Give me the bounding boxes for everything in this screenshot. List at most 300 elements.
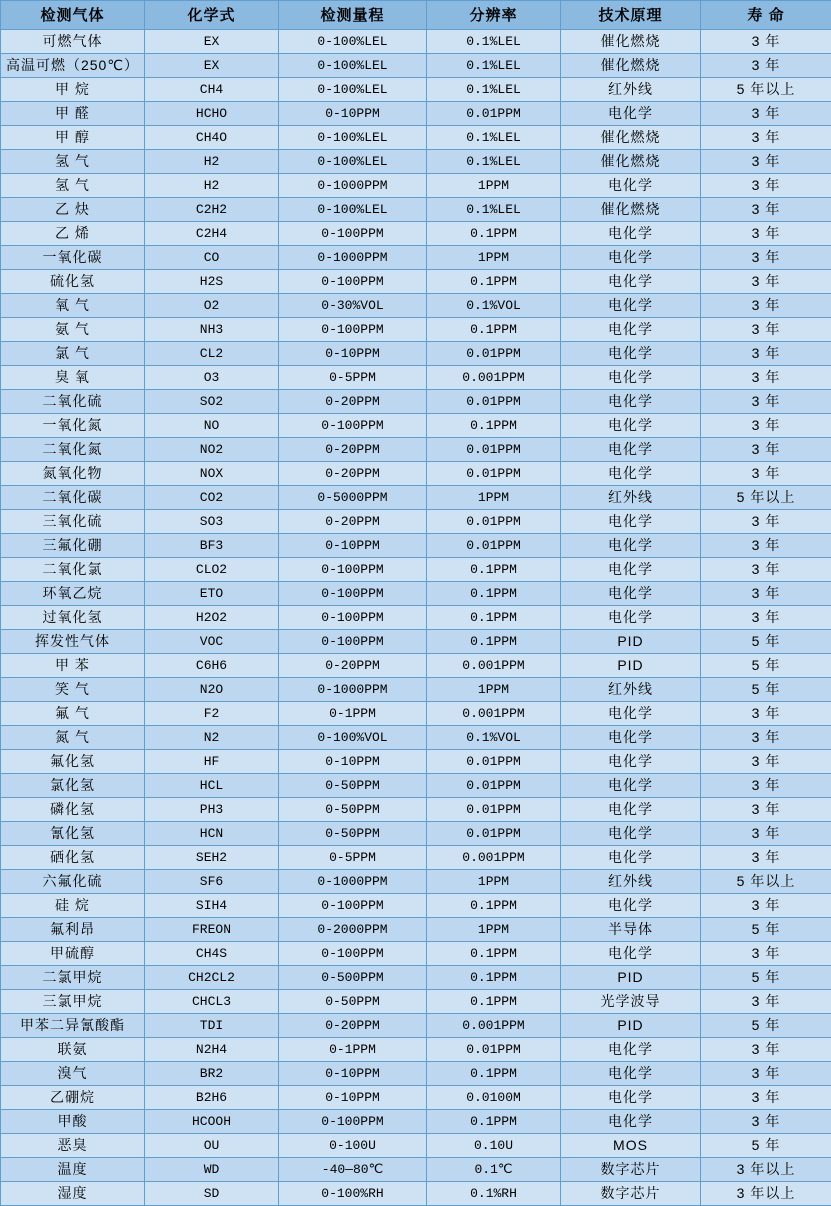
cell-lifetime: 3 年: [701, 366, 831, 390]
cell-technology: 催化燃烧: [561, 150, 701, 174]
cell-formula: CH4O: [145, 126, 279, 150]
cell-range: 0-1000PPM: [279, 870, 427, 894]
cell-lifetime: 3 年: [701, 150, 831, 174]
cell-lifetime: 3 年: [701, 198, 831, 222]
cell-gas: 三氯甲烷: [1, 990, 145, 1014]
cell-resolution: 0.1PPM: [427, 1110, 561, 1134]
table-row: [1, 966, 831, 990]
table-row: [1, 198, 831, 222]
cell-formula: SF6: [145, 870, 279, 894]
cell-formula: C2H4: [145, 222, 279, 246]
cell-lifetime: 3 年: [701, 1110, 831, 1134]
table-header: [1, 1, 831, 30]
cell-resolution: 0.01PPM: [427, 390, 561, 414]
cell-technology: 电化学: [561, 438, 701, 462]
cell-gas: 挥发性气体: [1, 630, 145, 654]
cell-technology: 电化学: [561, 366, 701, 390]
cell-gas: 二氯甲烷: [1, 966, 145, 990]
cell-technology: 电化学: [561, 174, 701, 198]
cell-range: 0-1000PPM: [279, 174, 427, 198]
cell-formula: SEH2: [145, 846, 279, 870]
column-header-gas: 检测气体: [1, 1, 145, 30]
cell-gas: 环氧乙烷: [1, 582, 145, 606]
cell-technology: 电化学: [561, 414, 701, 438]
cell-range: 0-20PPM: [279, 654, 427, 678]
cell-range: 0-100%VOL: [279, 726, 427, 750]
cell-technology: 催化燃烧: [561, 54, 701, 78]
cell-lifetime: 5 年以上: [701, 486, 831, 510]
cell-resolution: 1PPM: [427, 870, 561, 894]
cell-resolution: 0.1%LEL: [427, 30, 561, 54]
cell-formula: C6H6: [145, 654, 279, 678]
cell-formula: SO3: [145, 510, 279, 534]
table-row: [1, 774, 831, 798]
cell-gas: 硅 烷: [1, 894, 145, 918]
cell-gas: 可燃气体: [1, 30, 145, 54]
cell-lifetime: 3 年: [701, 414, 831, 438]
cell-gas: 氯化氢: [1, 774, 145, 798]
cell-formula: EX: [145, 54, 279, 78]
table-row: [1, 222, 831, 246]
cell-gas: 高温可燃（250℃）: [1, 54, 145, 78]
cell-range: 0-50PPM: [279, 822, 427, 846]
cell-range: 0-100PPM: [279, 270, 427, 294]
cell-formula: SD: [145, 1182, 279, 1206]
cell-resolution: 0.01PPM: [427, 462, 561, 486]
cell-technology: 电化学: [561, 1062, 701, 1086]
table-row: [1, 990, 831, 1014]
cell-resolution: 1PPM: [427, 486, 561, 510]
cell-resolution: 0.01PPM: [427, 750, 561, 774]
cell-range: 0-50PPM: [279, 774, 427, 798]
cell-technology: 光学波导: [561, 990, 701, 1014]
cell-resolution: 0.1PPM: [427, 606, 561, 630]
cell-gas: 恶臭: [1, 1134, 145, 1158]
cell-formula: TDI: [145, 1014, 279, 1038]
cell-formula: FREON: [145, 918, 279, 942]
column-header-technology: 技术原理: [561, 1, 701, 30]
cell-lifetime: 5 年以上: [701, 870, 831, 894]
table-row: [1, 102, 831, 126]
cell-lifetime: 3 年: [701, 750, 831, 774]
cell-technology: 数字芯片: [561, 1158, 701, 1182]
cell-resolution: 0.1PPM: [427, 558, 561, 582]
table-body: [1, 30, 831, 1206]
cell-range: 0-500PPM: [279, 966, 427, 990]
table-row: [1, 534, 831, 558]
cell-formula: SIH4: [145, 894, 279, 918]
cell-lifetime: 3 年: [701, 1086, 831, 1110]
cell-technology: 电化学: [561, 558, 701, 582]
table-row: [1, 918, 831, 942]
cell-gas: 氢 气: [1, 174, 145, 198]
cell-range: 0-100PPM: [279, 582, 427, 606]
cell-range: 0-2000PPM: [279, 918, 427, 942]
cell-resolution: 1PPM: [427, 174, 561, 198]
cell-lifetime: 3 年: [701, 318, 831, 342]
table-row: [1, 726, 831, 750]
cell-lifetime: 5 年: [701, 630, 831, 654]
cell-gas: 甲 苯: [1, 654, 145, 678]
cell-range: 0-5000PPM: [279, 486, 427, 510]
cell-range: 0-1PPM: [279, 1038, 427, 1062]
cell-gas: 乙硼烷: [1, 1086, 145, 1110]
cell-technology: 电化学: [561, 1086, 701, 1110]
cell-formula: NH3: [145, 318, 279, 342]
cell-technology: 催化燃烧: [561, 198, 701, 222]
cell-technology: 电化学: [561, 270, 701, 294]
cell-formula: H2S: [145, 270, 279, 294]
column-header-lifetime: 寿 命: [701, 1, 831, 30]
cell-formula: N2: [145, 726, 279, 750]
cell-resolution: 1PPM: [427, 678, 561, 702]
table-row: [1, 606, 831, 630]
cell-technology: 电化学: [561, 534, 701, 558]
cell-resolution: 0.01PPM: [427, 438, 561, 462]
cell-lifetime: 5 年: [701, 1014, 831, 1038]
cell-technology: 电化学: [561, 510, 701, 534]
cell-lifetime: 3 年: [701, 102, 831, 126]
cell-formula: CH4: [145, 78, 279, 102]
cell-range: 0-30%VOL: [279, 294, 427, 318]
cell-technology: 电化学: [561, 342, 701, 366]
table-row: [1, 318, 831, 342]
cell-resolution: 0.01PPM: [427, 534, 561, 558]
cell-formula: HCN: [145, 822, 279, 846]
cell-technology: 电化学: [561, 462, 701, 486]
cell-range: 0-100PPM: [279, 1110, 427, 1134]
cell-resolution: 0.1%LEL: [427, 198, 561, 222]
table-row: [1, 438, 831, 462]
cell-formula: HCHO: [145, 102, 279, 126]
cell-gas: 氮氧化物: [1, 462, 145, 486]
cell-resolution: 0.1PPM: [427, 222, 561, 246]
cell-range: 0-100PPM: [279, 606, 427, 630]
table-row: [1, 942, 831, 966]
cell-gas: 二氧化氮: [1, 438, 145, 462]
cell-formula: O2: [145, 294, 279, 318]
cell-lifetime: 3 年: [701, 54, 831, 78]
cell-range: 0-1000PPM: [279, 678, 427, 702]
cell-lifetime: 3 年: [701, 246, 831, 270]
cell-range: 0-1PPM: [279, 702, 427, 726]
cell-gas: 氧 气: [1, 294, 145, 318]
cell-technology: 电化学: [561, 294, 701, 318]
cell-formula: BR2: [145, 1062, 279, 1086]
cell-range: 0-20PPM: [279, 462, 427, 486]
cell-technology: 红外线: [561, 678, 701, 702]
cell-resolution: 0.001PPM: [427, 702, 561, 726]
cell-technology: PID: [561, 1014, 701, 1038]
cell-range: 0-1000PPM: [279, 246, 427, 270]
cell-lifetime: 3 年: [701, 174, 831, 198]
cell-lifetime: 3 年: [701, 390, 831, 414]
cell-gas: 甲 醛: [1, 102, 145, 126]
cell-lifetime: 3 年: [701, 294, 831, 318]
cell-lifetime: 3 年: [701, 726, 831, 750]
cell-lifetime: 3 年: [701, 822, 831, 846]
cell-technology: 电化学: [561, 726, 701, 750]
cell-gas: 氨 气: [1, 318, 145, 342]
table-row: [1, 558, 831, 582]
table-row: [1, 78, 831, 102]
cell-resolution: 1PPM: [427, 246, 561, 270]
cell-resolution: 0.001PPM: [427, 654, 561, 678]
cell-technology: 电化学: [561, 246, 701, 270]
cell-range: 0-20PPM: [279, 1014, 427, 1038]
cell-gas: 硒化氢: [1, 846, 145, 870]
cell-range: 0-10PPM: [279, 1086, 427, 1110]
cell-lifetime: 3 年: [701, 990, 831, 1014]
cell-resolution: 0.1PPM: [427, 894, 561, 918]
cell-formula: SO2: [145, 390, 279, 414]
cell-resolution: 0.1℃: [427, 1158, 561, 1182]
cell-range: 0-10PPM: [279, 750, 427, 774]
cell-formula: CLO2: [145, 558, 279, 582]
cell-gas: 氰化氢: [1, 822, 145, 846]
cell-range: 0-5PPM: [279, 366, 427, 390]
cell-gas: 甲硫醇: [1, 942, 145, 966]
cell-range: 0-20PPM: [279, 390, 427, 414]
cell-range: 0-50PPM: [279, 798, 427, 822]
cell-resolution: 0.1%VOL: [427, 726, 561, 750]
table-row: [1, 798, 831, 822]
cell-gas: 一氧化氮: [1, 414, 145, 438]
table-row: [1, 630, 831, 654]
cell-lifetime: 3 年: [701, 1062, 831, 1086]
cell-technology: 电化学: [561, 1110, 701, 1134]
cell-lifetime: 5 年: [701, 1134, 831, 1158]
cell-formula: C2H2: [145, 198, 279, 222]
cell-range: 0-100PPM: [279, 558, 427, 582]
cell-gas: 温度: [1, 1158, 145, 1182]
table-row: [1, 30, 831, 54]
cell-technology: PID: [561, 654, 701, 678]
cell-range: 0-100PPM: [279, 942, 427, 966]
cell-gas: 一氧化碳: [1, 246, 145, 270]
cell-gas: 甲 醇: [1, 126, 145, 150]
cell-lifetime: 3 年: [701, 30, 831, 54]
cell-resolution: 1PPM: [427, 918, 561, 942]
cell-gas: 联氨: [1, 1038, 145, 1062]
cell-formula: B2H6: [145, 1086, 279, 1110]
cell-formula: BF3: [145, 534, 279, 558]
cell-lifetime: 3 年: [701, 222, 831, 246]
table-row: [1, 678, 831, 702]
cell-technology: 电化学: [561, 1038, 701, 1062]
cell-formula: CH4S: [145, 942, 279, 966]
cell-resolution: 0.1PPM: [427, 582, 561, 606]
cell-range: -40—80℃: [279, 1158, 427, 1182]
cell-formula: PH3: [145, 798, 279, 822]
cell-lifetime: 5 年: [701, 678, 831, 702]
cell-resolution: 0.1%VOL: [427, 294, 561, 318]
cell-resolution: 0.10U: [427, 1134, 561, 1158]
cell-gas: 二氧化硫: [1, 390, 145, 414]
cell-range: 0-10PPM: [279, 342, 427, 366]
cell-formula: VOC: [145, 630, 279, 654]
cell-technology: 催化燃烧: [561, 30, 701, 54]
cell-resolution: 0.1%LEL: [427, 150, 561, 174]
cell-technology: PID: [561, 966, 701, 990]
cell-formula: N2H4: [145, 1038, 279, 1062]
cell-technology: PID: [561, 630, 701, 654]
cell-range: 0-100PPM: [279, 414, 427, 438]
cell-technology: 红外线: [561, 78, 701, 102]
cell-technology: 电化学: [561, 606, 701, 630]
cell-technology: 电化学: [561, 774, 701, 798]
table-row: [1, 1086, 831, 1110]
cell-resolution: 0.001PPM: [427, 1014, 561, 1038]
table-row: [1, 366, 831, 390]
column-header-formula: 化学式: [145, 1, 279, 30]
table-row: [1, 582, 831, 606]
cell-gas: 氟化氢: [1, 750, 145, 774]
cell-gas: 六氟化硫: [1, 870, 145, 894]
table-row: [1, 342, 831, 366]
cell-range: 0-20PPM: [279, 510, 427, 534]
cell-lifetime: 3 年: [701, 702, 831, 726]
cell-formula: O3: [145, 366, 279, 390]
column-header-resolution: 分辨率: [427, 1, 561, 30]
cell-resolution: 0.01PPM: [427, 1038, 561, 1062]
table-row: [1, 654, 831, 678]
cell-technology: 电化学: [561, 846, 701, 870]
cell-resolution: 0.1%LEL: [427, 126, 561, 150]
cell-technology: 电化学: [561, 102, 701, 126]
cell-gas: 磷化氢: [1, 798, 145, 822]
cell-formula: N2O: [145, 678, 279, 702]
cell-lifetime: 3 年: [701, 558, 831, 582]
cell-lifetime: 3 年: [701, 534, 831, 558]
cell-range: 0-50PPM: [279, 990, 427, 1014]
cell-lifetime: 3 年: [701, 1038, 831, 1062]
cell-range: 0-10PPM: [279, 102, 427, 126]
table-row: [1, 462, 831, 486]
table-row: [1, 870, 831, 894]
cell-lifetime: 3 年以上: [701, 1158, 831, 1182]
cell-gas: 甲 烷: [1, 78, 145, 102]
cell-resolution: 0.1PPM: [427, 1062, 561, 1086]
cell-lifetime: 3 年: [701, 582, 831, 606]
cell-lifetime: 3 年: [701, 126, 831, 150]
cell-technology: 红外线: [561, 486, 701, 510]
cell-technology: 电化学: [561, 318, 701, 342]
table-row: [1, 486, 831, 510]
cell-formula: CL2: [145, 342, 279, 366]
table-row: [1, 270, 831, 294]
table-row: [1, 1110, 831, 1134]
cell-resolution: 0.001PPM: [427, 846, 561, 870]
cell-resolution: 0.01PPM: [427, 102, 561, 126]
cell-lifetime: 3 年: [701, 846, 831, 870]
cell-formula: CO: [145, 246, 279, 270]
cell-resolution: 0.1PPM: [427, 966, 561, 990]
table-row: [1, 750, 831, 774]
table-row: [1, 246, 831, 270]
table-row: [1, 510, 831, 534]
cell-gas: 三氟化硼: [1, 534, 145, 558]
cell-gas: 氯 气: [1, 342, 145, 366]
cell-resolution: 0.1%LEL: [427, 78, 561, 102]
cell-formula: NO: [145, 414, 279, 438]
cell-resolution: 0.01PPM: [427, 798, 561, 822]
cell-resolution: 0.1PPM: [427, 990, 561, 1014]
cell-technology: 红外线: [561, 870, 701, 894]
cell-range: 0-100%LEL: [279, 150, 427, 174]
table-row: [1, 822, 831, 846]
cell-lifetime: 3 年: [701, 438, 831, 462]
cell-gas: 臭 氧: [1, 366, 145, 390]
cell-resolution: 0.01PPM: [427, 342, 561, 366]
cell-technology: 催化燃烧: [561, 126, 701, 150]
cell-lifetime: 3 年: [701, 606, 831, 630]
cell-resolution: 0.01PPM: [427, 774, 561, 798]
cell-range: 0-5PPM: [279, 846, 427, 870]
cell-resolution: 0.001PPM: [427, 366, 561, 390]
cell-range: 0-100%LEL: [279, 54, 427, 78]
cell-gas: 笑 气: [1, 678, 145, 702]
table-row: [1, 390, 831, 414]
cell-resolution: 0.01PPM: [427, 822, 561, 846]
cell-gas: 过氧化氢: [1, 606, 145, 630]
cell-formula: WD: [145, 1158, 279, 1182]
cell-gas: 氟利昂: [1, 918, 145, 942]
cell-resolution: 0.0100M: [427, 1086, 561, 1110]
cell-range: 0-100%RH: [279, 1182, 427, 1206]
cell-formula: F2: [145, 702, 279, 726]
cell-gas: 二氧化氯: [1, 558, 145, 582]
table-row: [1, 1182, 831, 1206]
cell-gas: 湿度: [1, 1182, 145, 1206]
cell-resolution: 0.1PPM: [427, 414, 561, 438]
cell-technology: 电化学: [561, 798, 701, 822]
cell-resolution: 0.1PPM: [427, 318, 561, 342]
table-row: [1, 294, 831, 318]
cell-gas: 氢 气: [1, 150, 145, 174]
cell-formula: HF: [145, 750, 279, 774]
cell-lifetime: 3 年: [701, 510, 831, 534]
cell-gas: 乙 烯: [1, 222, 145, 246]
cell-gas: 甲酸: [1, 1110, 145, 1134]
cell-technology: 电化学: [561, 894, 701, 918]
cell-formula: NO2: [145, 438, 279, 462]
cell-formula: ETO: [145, 582, 279, 606]
cell-gas: 氟 气: [1, 702, 145, 726]
cell-lifetime: 5 年: [701, 918, 831, 942]
cell-technology: 电化学: [561, 390, 701, 414]
cell-range: 0-100%LEL: [279, 30, 427, 54]
cell-range: 0-10PPM: [279, 534, 427, 558]
cell-formula: CH2CL2: [145, 966, 279, 990]
cell-range: 0-100U: [279, 1134, 427, 1158]
table-row: [1, 1062, 831, 1086]
cell-resolution: 0.1%RH: [427, 1182, 561, 1206]
cell-range: 0-100%LEL: [279, 126, 427, 150]
cell-formula: NOX: [145, 462, 279, 486]
cell-gas: 氮 气: [1, 726, 145, 750]
cell-formula: HCL: [145, 774, 279, 798]
cell-lifetime: 5 年: [701, 966, 831, 990]
cell-resolution: 0.1PPM: [427, 630, 561, 654]
table-row: [1, 54, 831, 78]
cell-formula: EX: [145, 30, 279, 54]
cell-range: 0-100PPM: [279, 630, 427, 654]
cell-resolution: 0.01PPM: [427, 510, 561, 534]
cell-gas: 硫化氢: [1, 270, 145, 294]
cell-range: 0-100PPM: [279, 318, 427, 342]
cell-formula: CHCL3: [145, 990, 279, 1014]
